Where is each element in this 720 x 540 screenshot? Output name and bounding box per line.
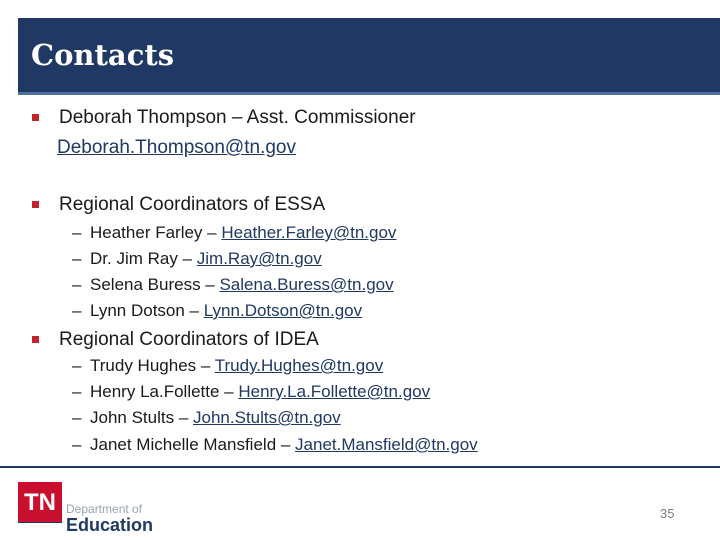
coordinator-entry [90, 222, 396, 244]
logo-department-text: Department of [66, 502, 143, 516]
coordinator-entry [90, 248, 322, 270]
email-link-buress[interactable]: Salena.Buress@tn.gov [219, 275, 394, 294]
email-link-mansfield[interactable]: Janet.Mansfield@tn.gov [295, 435, 478, 454]
coordinator-name: Trudy Hughes – [90, 356, 215, 375]
email-link-stults[interactable]: John.Stults@tn.gov [193, 408, 341, 427]
contact-email-line [57, 136, 296, 160]
coordinator-name: Selena Buress – [90, 275, 220, 294]
coordinator-entry [90, 355, 383, 377]
email-link-thompson[interactable]: Deborah.Thompson@tn.gov [57, 137, 296, 158]
idea-heading: Regional Coordinators of IDEA [59, 329, 319, 350]
page-number: 35 [660, 506, 675, 521]
footer-divider [0, 466, 720, 468]
coordinator-entry [90, 381, 430, 403]
logo-education-text: Education [66, 515, 154, 535]
essa-heading: Regional Coordinators of ESSA [59, 194, 326, 215]
square-bullet-icon [32, 336, 39, 343]
square-bullet-icon [32, 201, 39, 208]
email-link-farley[interactable]: Heather.Farley@tn.gov [221, 223, 397, 242]
coordinator-entry [90, 300, 362, 322]
tn-education-logo [18, 482, 154, 535]
email-link-hughes[interactable]: Trudy.Hughes@tn.gov [214, 356, 384, 375]
dash-bullet: – [72, 275, 82, 294]
coordinator-name: Henry La.Follette – [90, 382, 239, 401]
coordinator-name: Heather Farley – [90, 223, 222, 242]
coordinator-name: Janet Michelle Mansfield – [90, 435, 296, 454]
logo-stripe [18, 522, 62, 527]
dash-bullet: – [72, 408, 82, 427]
coordinator-entry [90, 434, 478, 456]
email-link-lafollette[interactable]: Henry.La.Follette@tn.gov [238, 382, 431, 401]
logo-tn-text: TN [24, 489, 56, 516]
dash-bullet: – [72, 249, 82, 268]
tn-logo-mark [18, 482, 62, 526]
title-bar [18, 18, 720, 92]
slide-title: Contacts [31, 38, 175, 72]
dash-bullet: – [72, 301, 82, 320]
coordinator-name: Dr. Jim Ray – [90, 249, 197, 268]
dash-bullet: – [72, 435, 82, 454]
email-link-ray[interactable]: Jim.Ray@tn.gov [196, 249, 322, 268]
coordinator-name: Lynn Dotson – [90, 301, 204, 320]
email-link-dotson[interactable]: Lynn.Dotson@tn.gov [203, 301, 363, 320]
contact-label: Deborah Thompson – Asst. Commissioner [59, 107, 416, 128]
title-divider [18, 92, 720, 95]
coordinator-name: John Stults – [90, 408, 194, 427]
square-bullet-icon [32, 114, 39, 121]
dash-bullet: – [72, 382, 82, 401]
dash-bullet: – [72, 356, 82, 375]
coordinator-entry [90, 274, 394, 296]
dash-bullet: – [72, 223, 82, 242]
coordinator-entry [90, 407, 341, 429]
